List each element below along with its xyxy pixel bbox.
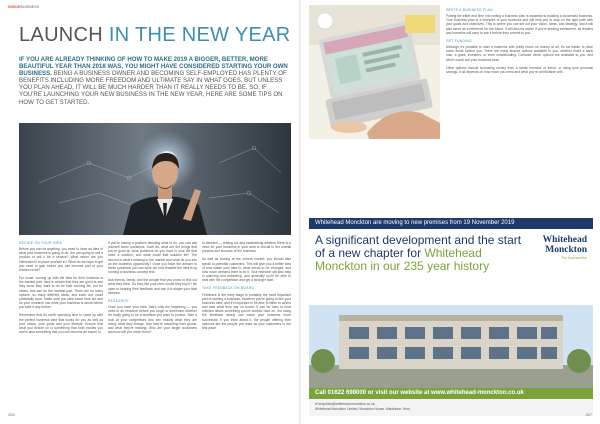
- page-headline: [19, 24, 290, 47]
- subheading: WRITE A BUSINESS PLAN: [446, 8, 493, 12]
- standfirst: [19, 56, 291, 106]
- paragraph: Putting the effort and time into writing a business plan is essential to building a successful business. Your business plan is a blueprint of your business and will help you to stay on the right path with your goals and objectives. This is where you can set out your vision, ideas, and strategy, and it will also serve as a reference for the future. It will also be useful if you're seeking investment, as lenders and investors will want to see it before they commit to you.: [446, 14, 593, 35]
- subheading: TAKE FEEDBACK ON BOARD: [202, 286, 255, 291]
- paragraph: If you're having a problem deciding what to do, you can ask yourself some questions. Such as, what are the things that you're good at, what problems do you have in your life that need a solution, and what could that solution be? The second is what's missing in the market and what do you see as the business opportunity? Once you have the answer to these questions you can work out how feasible the idea is by running a business concept test.: [108, 241, 197, 275]
- subheading: RESEARCH: [108, 298, 129, 303]
- hero-photo-businessman: [19, 123, 291, 235]
- paragraph: Other options include borrowing money from a family member or friend, or using your personal savings. It all depends on how much you need and what you're comfortable with.: [446, 65, 593, 74]
- ad-top-text: Whitehead Monckton are moving to new premises from 19 November 2019: [315, 220, 515, 226]
- ad-header: [309, 229, 593, 305]
- paragraph: Feedback is the early stage is probably the most important part of starting a business. However you're going to like your business idea, and it's important to be able to listen to others and take what they say on board. It can be hard to hear criticism about something you've worked hard on, but using the feedback wisely can make your business more successful. If you think about it, the people offering their opinions are the people you want as your customers in the first place.: [202, 292, 291, 330]
- hero-illustration: [19, 123, 291, 235]
- standfirst-lead: IF YOU ARE ALREADY THINKING OF HOW TO MAKE 2019 A BIGGER, BETTER, MORE BEAUTIFUL YEAR THAN 2018 WAS, YOU MIGHT HAVE CONSIDERED STARTING YOUR OWN BUSINESS.: [19, 56, 288, 78]
- ad-address: Whitehead Monckton Limited, Monckton House, Maidstone, Kent: [315, 406, 410, 411]
- ad-headline: [315, 234, 525, 273]
- ad-headline-b: Whitehead Monckton in our 235 year history: [315, 246, 490, 273]
- logo-name-2: Monckton: [545, 245, 587, 255]
- desk-illustration: [309, 5, 440, 139]
- ad-building-photo: [309, 305, 593, 388]
- article-column-3: [202, 241, 291, 334]
- section-tag: [8, 5, 39, 9]
- article-column-right: [446, 8, 593, 78]
- headline-part-b: IN THE NEW YEAR: [108, 24, 291, 46]
- paragraph: Although it's possible to start a business with pretty much no money at all, it's far easier to have some funds behind you. There are many finance options available to you, whether that's a bank loan, a grant, investors, or even crowdfunding. Consider which options are available to you, and which would suit your business best.: [446, 45, 593, 62]
- desk-photo: [309, 5, 440, 139]
- ad-email: ✉ enquiries@whitehead-monckton.co.uk: [315, 402, 375, 406]
- advertisement: [309, 218, 593, 416]
- section-brand: INSIDE: [8, 5, 21, 9]
- paragraph: Ask friends, family, and the people that you know to find out what they think. Do they like your idea, would they buy it? Be open to hearing their feedback and use it to shape your final decision.: [108, 278, 197, 295]
- ad-headline-a: A significant development and the start of a new chapter for: [315, 233, 522, 260]
- article-column-1: [19, 241, 103, 338]
- paragraph: Remember that it's worth spending time to come up with the perfect business idea that works for you as well as your vision, your goals and your lifestyle. Ensure that what you decide on is something that both excites you and is also something that you can become an expert in.: [19, 313, 103, 334]
- ad-footer: [315, 402, 410, 411]
- subheading: DECIDE ON YOUR IDEA: [19, 241, 63, 245]
- section-label: BUSINESS: [20, 5, 40, 9]
- logo-name-1: Whitehead: [542, 235, 587, 245]
- logo-tagline: The Kent law firm: [561, 256, 587, 260]
- standfirst-body: BEING A BUSINESS OWNER AND BECOMING SELF-EMPLOYED HAS PLENTY OF BENEFITS INCLUDING MORE FREEDOM AND ULTIMATE SAY IN WHAT GOES, BUT UNLESS YOU PLAN AHEAD, IT WILL BE MUCH HARDER THAN IT REALLY NEEDS TO BE. SO, IF YOU'RE LAUNCHING YOUR NEW BUSINESS IN THE NEW YEAR, HERE ARE SOME TIPS ON HOW TO GET STARTED.: [19, 70, 287, 106]
- whitehead-monckton-logo: [527, 235, 587, 260]
- page-gutter: [299, 0, 301, 424]
- building-illustration: [309, 305, 593, 388]
- ad-contact-bar: [309, 388, 593, 399]
- paragraph: Before you can do anything, you need to have an idea of what your business is going to do. Are you going to sell a product or will it be a service? What sector are you interested in to place yourself in? What do we hope to get you need to gain before you can become part of your chosen niche?: [19, 247, 103, 272]
- paragraph: to demand — testing out and establishing whether there is a need for your business in your area is crucial to the overall process and success of the business.: [202, 241, 291, 254]
- paragraph: Once you have your idea, that's only the beginning — you need to do research before you begin to determine whether it's really going to be a business you want to pursue. Take a look at your competitors and see exactly what they are doing, what they charge, how they're marketing their goods, and what they're missing. Who are your target customers and how will you reach them?: [108, 305, 197, 334]
- article-column-2: [108, 241, 197, 338]
- ad-contact-text: Call 01622 698000 or visit our website at www.whitehead-monckton.co.uk: [315, 390, 524, 396]
- subheading: GET FUNDING: [446, 38, 472, 43]
- paragraph: As well as looking at the current market, you should also speak to potential customers. This will give you a better idea of how viable your idea is, what needs to be changed, and how much demand there is for it. Your research will also help in planning and marketing, and generally you'll be able to deal with the competition and get a stronger start.: [202, 257, 291, 283]
- page-number-right: 267: [585, 412, 592, 417]
- ad-top-banner: [309, 218, 593, 229]
- paragraph: For some, coming up with the idea for their business is the easiest part; they're certain that they are good at and they know they want to do for their working life, but for others, this can be the hardest part. There are so many options, so many different ideas, and each one could potentially work. Make sure you take some time out and do your research into what your business is about before you take it any further.: [19, 276, 103, 310]
- headline-part-a: LAUNCH: [19, 24, 109, 46]
- page-number-left: 268: [8, 412, 15, 417]
